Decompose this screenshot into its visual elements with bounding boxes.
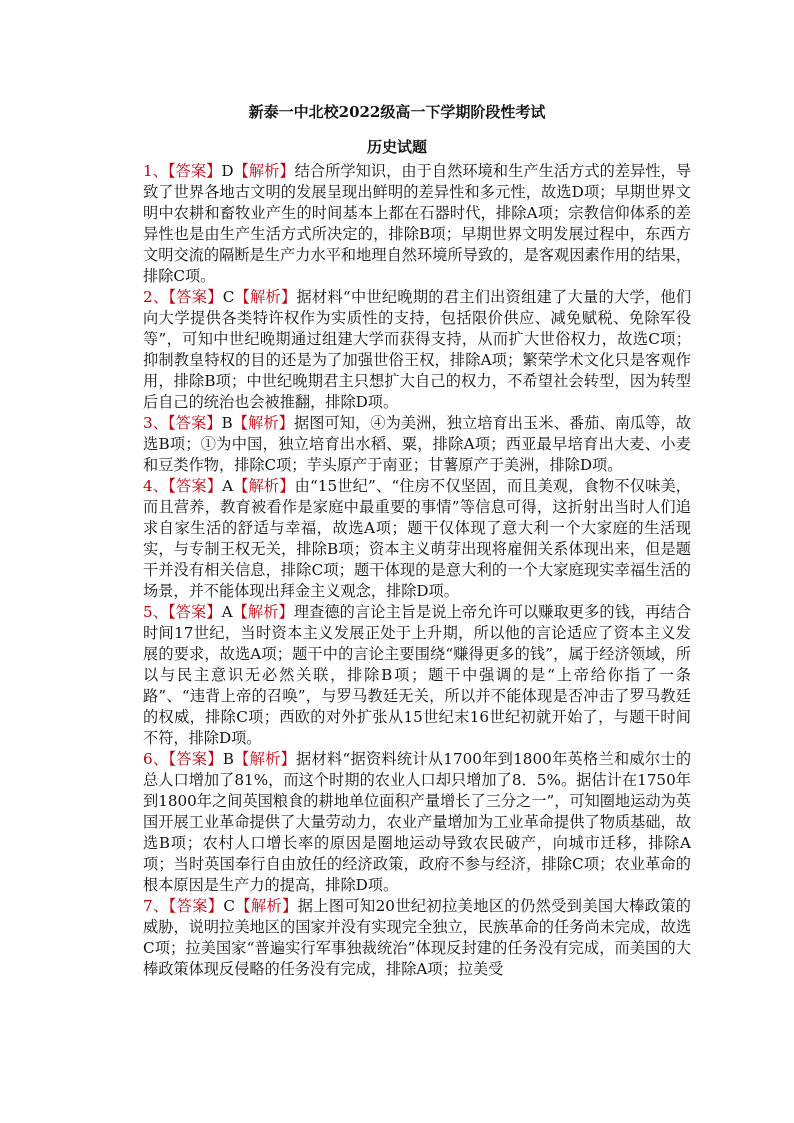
answer-item-7 (143, 896, 691, 980)
analysis-tag: 【解析】 (233, 162, 295, 180)
analysis-text: 据上图可知20世纪初拉美地区的仍然受到美国大棒政策的威胁，说明拉美地区的国家并没有实现完全独立，民族革命的任务尚未完成，故选C项；拉美国家“普遍实行军事独裁统治”体现反封建的任务没有完成，而美国的大棒政策体现反侵略的任务没有完成，排除A项；拉美受 (143, 897, 691, 978)
answer-letter: C (222, 288, 235, 306)
item-number: 7、 (143, 897, 169, 915)
answer-letter: A (221, 603, 233, 621)
answer-tag: 【答案】 (168, 750, 223, 768)
analysis-tag: 【解析】 (233, 477, 295, 495)
item-number: 5、 (143, 603, 169, 621)
answer-item-2 (143, 287, 691, 413)
analysis-text: 结合所学知识，由于自然环境和生产生活方式的差异性，导致了世界各地古文明的发展呈现出鲜明的差异性和多元性，故选D项；早期世界文明中农耕和畜牧业产生的时间基本上都在石器时代，排除A项；宗教信仰体系的差异性也是由生产生活方式所决定的，排除B项；早期世界文明发展过程中，东西方文明交流的隔断是生产力水平和地理自然环境所导致的，是客观因素作用的结果，排除C项。 (143, 162, 692, 285)
analysis-tag: 【解析】 (235, 897, 298, 915)
analysis-text: 理查德的言论主旨是说上帝允许可以赚取更多的钱，再结合时间17世纪，当时资本主义发展正处于上升期，所以他的言论适应了资本主义发展的要求，故选A项；题干中的言论主要围绕“赚得更多的钱”，属于经济领域，所以与民主意识无必然关联，排除B项；题干中强调的是“上帝给你指了一条路”、“违背上帝的召唤”，与罗马教廷无关，所以并不能体现是否冲击了罗马教廷的权威，排除C项；西欧的对外扩张从15世纪末16世纪初就开始了，与题干时间不符，排除D项。 (143, 603, 692, 747)
page-title: 新泰一中北校2022级高一下学期阶段性考试 (248, 103, 546, 121)
answer-list (143, 161, 691, 980)
analysis-tag: 【解析】 (232, 603, 294, 621)
answer-tag: 【答案】 (168, 477, 223, 495)
answer-item-3 (143, 413, 691, 476)
item-number: 3、 (143, 414, 169, 432)
answer-tag: 【答案】 (168, 603, 222, 621)
analysis-tag: 【解析】 (233, 750, 297, 768)
item-number: 4、 (143, 477, 169, 495)
answer-tag: 【答案】 (168, 288, 223, 306)
analysis-tag: 【解析】 (232, 414, 294, 432)
page-subtitle: 历史试题 (366, 138, 427, 156)
item-number: 6、 (143, 750, 169, 768)
analysis-tag: 【解析】 (234, 288, 297, 306)
analysis-text: 据图可知，④为美洲，独立培育出玉米、番茄、南瓜等，故选B项；①为中国，独立培育出水稻、粟，排除A项；西亚最早培育出大麦、小麦和豆类作物，排除C项；芋头原产于南亚；甘薯原产于美洲，排除D项。 (143, 414, 692, 474)
answer-item-1 (143, 161, 691, 287)
analysis-text: 据材料“据资料统计从1700年到1800年英格兰和威尔士的总人口增加了81%，而这个时期的农业人口却只增加了8．5%。据估计在1750年到1800年之间英国粮食的耕地单位面积产量增长了三分之一”，可知圈地运动为英国开展工业革命提供了大量劳动力，农业产量增加为工业革命提供了物质基础，故选B项；农村人口增长率的原因是圈地运动导致农民破产，向城市迁移，排除A项；当时英国奉行自由放任的经济政策，政府不参与经济，排除C项；农业革命的根本原因是生产力的提高，排除D项。 (143, 750, 692, 894)
answer-item-4 (143, 476, 691, 602)
answer-tag: 【答案】 (167, 162, 222, 180)
answer-tag: 【答案】 (168, 414, 222, 432)
analysis-text: 由“15世纪”、“住房不仅坚固，而且美观，食物不仅味美，而且营养，教育被看作是家庭中最重要的事情”等信息可得，这折射出当时人们追求自家生活的舒适与幸福，故选A项；题干仅体现了意大利一个大家庭的生活现实，与专制王权无关，排除B项；资本主义萌芽出现将雇佣关系体现出来，但是题干并没有相关信息，排除C项；题干体现的是意大利的一个大家庭现实幸福生活的场景，并不能体现出拜金主义观念，排除D项。 (143, 477, 691, 600)
answer-item-6 (143, 749, 691, 896)
answer-tag: 【答案】 (168, 897, 224, 915)
answer-letter: D (221, 162, 234, 180)
answer-item-5 (143, 602, 691, 749)
answer-letter: A (222, 477, 234, 495)
answer-letter: C (223, 897, 235, 915)
analysis-text: 据材料“中世纪晚期的君主们出资组建了大量的大学，他们向大学提供各类特许权作为实质性的支持，包括限价供应、减免赋税、免除军役等”，可知中世纪晚期通过组建大学而获得支持，从而扩大世俗权力，故选C项；抑制教皇特权的目的还是为了加强世俗王权，排除A项；繁荣学术文化只是客观作用，排除B项；中世纪晚期君主只想扩大自己的权力，不希望社会转型，因为转型后自己的统治也会被推翻，排除D项。 (143, 288, 692, 411)
answer-letter: B (222, 750, 234, 768)
item-number: 1、 (143, 162, 168, 180)
item-number: 2、 (143, 288, 169, 306)
answer-letter: B (221, 414, 233, 432)
